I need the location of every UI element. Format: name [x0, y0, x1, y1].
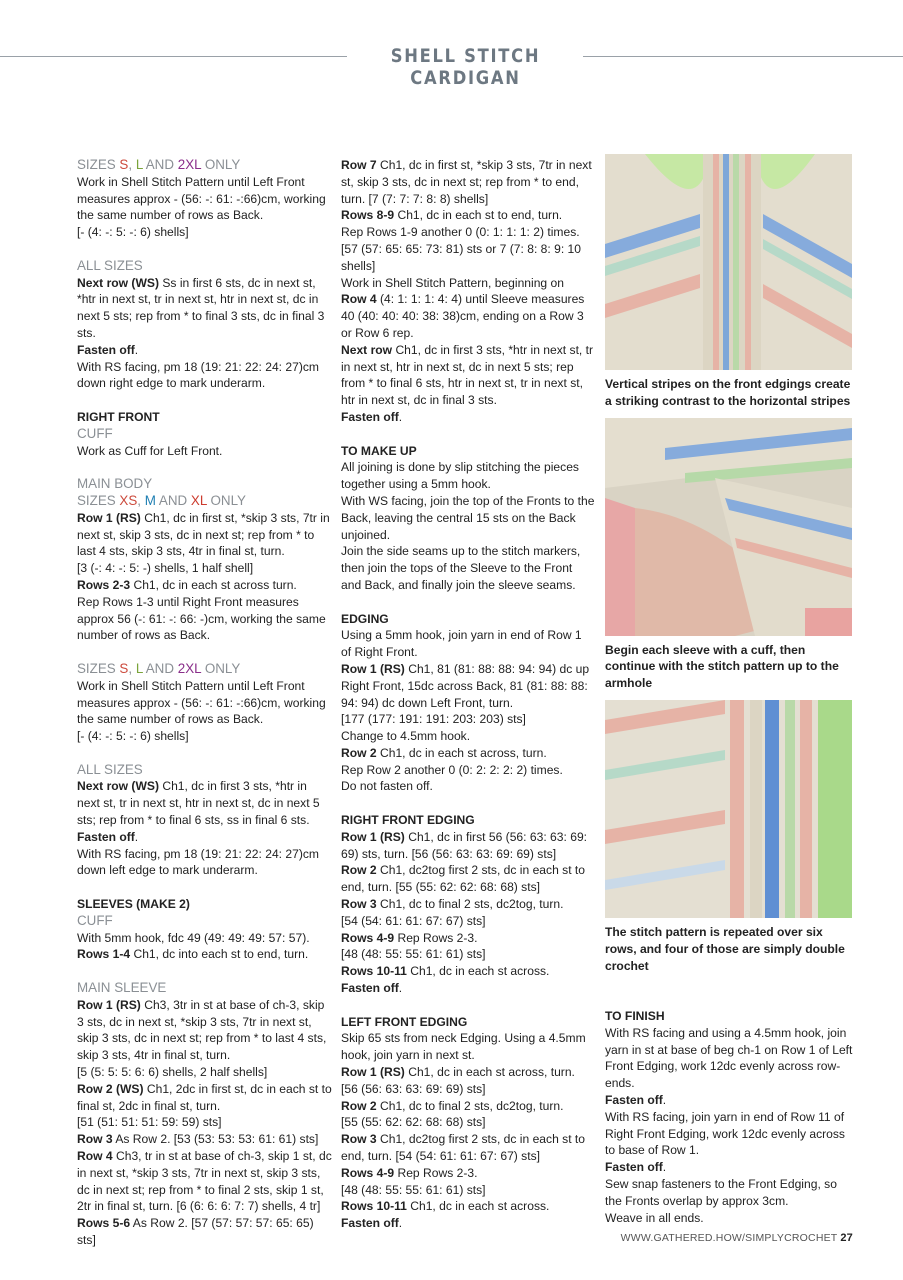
section-heading-right-front-edging: RIGHT FRONT EDGING [341, 813, 475, 828]
instruction-text: Row 2 (WS) Ch1, 2dc in first st, dc in each st to final st, 2dc in final st, turn. [77, 1081, 332, 1113]
photo-stitch-pattern-image [605, 700, 852, 918]
instruction-text: Rep Rows 1-3 until Right Front measures approx 56 (-: 61: -: 66: -)cm, working the same number of rows as Back. [77, 594, 326, 643]
page-number: 27 [840, 1232, 853, 1244]
instruction-text: All joining is done by slip stitching the pieces together using a 5mm hook. [341, 460, 579, 492]
instruction-text: Rows 5-6 As Row 2. [57 (57: 57: 57: 65: 65) sts] [77, 1216, 314, 1247]
photo-caption: The stitch pattern is repeated over six rows, and four of those are simply double crochet [605, 924, 845, 973]
instruction-text: Rows 4-9 Rep Rows 2-3. [341, 1165, 478, 1180]
page-footer [621, 1232, 853, 1244]
instruction-text: Rows 10-11 Ch1, dc in each st across. [341, 1199, 550, 1214]
page-title: SHELL STITCH CARDIGAN [390, 45, 541, 89]
instruction-text: [177 (177: 191: 191: 203: 203) sts] [341, 712, 526, 727]
instruction-text: [5 (5: 5: 5: 6: 6) shells, 2 half shells] [77, 1065, 268, 1080]
instruction-text: Row 3 Ch1, dc2tog first 2 sts, dc in each st to end, turn. [54 (54: 61: 61: 67: 67) sts] [341, 1132, 586, 1164]
subheading-cuff: CUFF [77, 912, 113, 928]
instruction-text: Fasten off. [77, 829, 139, 844]
instruction-text: Rows 8-9 Ch1, dc in each st to end, turn. [341, 208, 563, 223]
photo-sleeve-cuff-image [605, 418, 852, 636]
instruction-text: With RS facing, pm 18 (19: 21: 22: 24: 27)cm down left edge to mark underarm. [77, 846, 319, 878]
instruction-text: Row 2 Ch1, dc2tog first 2 sts, dc in each st to end, turn. [55 (55: 62: 62: 68: 68) sts] [341, 863, 586, 895]
instruction-text: Row 7 Ch1, dc in first st, *skip 3 sts, 7tr in next st, skip 3 sts, dc in next st; rep from * to end, turn. [7 (7: 7: 7: 8: 8) shells] [341, 158, 592, 206]
photo-caption: Vertical stripes on the front edgings create a striking contrast to the horizontal stripes [605, 377, 851, 408]
instruction-text: Row 2 Ch1, dc to final 2 sts, dc2tog, turn. [341, 1098, 564, 1113]
page-header [0, 45, 903, 89]
instruction-text: [55 (55: 62: 62: 68: 68) sts] [341, 1115, 486, 1130]
instruction-text: Using a 5mm hook, join yarn in end of Row 1 of Right Front. [341, 628, 582, 660]
instruction-text: Row 2 Ch1, dc in each st across, turn. [341, 745, 547, 760]
instruction-text: Row 3 Ch1, dc to final 2 sts, dc2tog, turn. [341, 897, 564, 912]
instruction-text: Row 1 (RS) Ch1, dc in first st, *skip 3 sts, 7tr in next st, skip 3 sts, dc in next st; rep from * to last 4 sts, skip 3 sts, 4tr in final st, turn. [77, 510, 330, 559]
footer-url[interactable]: WWW.GATHERED.HOW/SIMPLYCROCHET [620, 1232, 838, 1244]
instruction-text: With WS facing, join the top of the Fronts to the Back, leaving the central 15 sts on the Back unjoined. [341, 493, 595, 542]
instruction-text: With 5mm hook, fdc 49 (49: 49: 49: 57: 57). [77, 930, 310, 945]
instruction-text: Work in Shell Stitch Pattern, beginning on [341, 275, 564, 290]
photo-caption: Begin each sleeve with a cuff, then continue with the stitch pattern up to the armhole [605, 642, 839, 691]
section-heading-sizes-s-l-2xl: SIZES S, L AND 2XL ONLY [77, 660, 241, 676]
instruction-text: Work as Cuff for Left Front. [77, 443, 223, 458]
section-heading-sizes-xs-m-xl: SIZES XS, M AND XL ONLY [77, 492, 246, 508]
instruction-text: Fasten off. [341, 409, 403, 424]
instruction-text: With RS facing, join yarn in end of Row 11 of Right Front Edging, work 12dc evenly across to base of Row 1. [605, 1109, 845, 1158]
instruction-text: Rep Row 2 another 0 (0: 2: 2: 2: 2) times. [341, 762, 563, 777]
instruction-text: [51 (51: 51: 51: 59: 59) sts] [77, 1115, 222, 1130]
instruction-text: [54 (54: 61: 61: 67: 67) sts] [341, 913, 486, 928]
instruction-text: Next row (WS) Ch1, dc in first 3 sts, *htr in next st, tr in next st, htr in next st, dc in next 5 sts; rep from * to final 6 sts, ss in final 6 sts. [77, 779, 320, 828]
column-1 [77, 157, 333, 1249]
instruction-text: Sew snap fasteners to the Front Edging, so the Fronts overlap by approx 3cm. [605, 1176, 837, 1208]
instruction-text: Fasten off. [341, 1216, 403, 1231]
column-3 [605, 154, 855, 1226]
section-heading-to-finish: TO FINISH [605, 1008, 665, 1023]
section-heading-right-front: RIGHT FRONT [77, 409, 160, 424]
section-heading-sleeves: SLEEVES (MAKE 2) [77, 897, 190, 912]
instruction-text: Rows 1-4 Ch1, dc into each st to end, turn. [77, 947, 309, 962]
instruction-text: Join the side seams up to the stitch markers, then join the tops of the Sleeve to the Front and Back, and finally join the sleeve seams. [341, 544, 581, 592]
instruction-text: [48 (48: 55: 55: 61: 61) sts] [341, 1182, 486, 1197]
instruction-text: Row 4 (4: 1: 1: 1: 4: 4) until Sleeve measures 40 (40: 40: 40: 38: 38)cm, ending on a Row 3 or Row 6 rep. [341, 292, 585, 340]
instruction-text: Do not fasten off. [341, 779, 433, 794]
column-2 [341, 157, 595, 1232]
instruction-text: Row 1 (RS) Ch1, 81 (81: 88: 88: 94: 94) dc up Right Front, 15dc across Back, 81 (81: 88: 88: 94: 94) dc down Left Front, turn. [341, 661, 590, 710]
instruction-text: [3 (-: 4: -: 5: -) shells, 1 half shell] [77, 561, 254, 576]
photo-stitch-pattern [605, 700, 852, 918]
photo-sleeve-cuff [605, 418, 852, 636]
instruction-text: Skip 65 sts from neck Edging. Using a 4.5mm hook, join yarn in next st. [341, 1031, 586, 1063]
section-heading-edging: EDGING [341, 611, 389, 626]
section-heading-all-sizes: ALL SIZES [77, 257, 143, 273]
instruction-text: Change to 4.5mm hook. [341, 729, 471, 744]
section-heading-sizes-s-l-2xl: SIZES S, L AND 2XL ONLY [77, 157, 241, 172]
instruction-text: With RS facing and using a 4.5mm hook, join yarn in st at base of beg ch-1 on Row 1 of Left Front Edging, work 12dc evenly across row-ends. [605, 1025, 853, 1091]
instruction-text: Next row Ch1, dc in first 3 sts, *htr in next st, tr in next st, htr in next st, dc in next 5 sts; rep from * to final 6 sts, htr in next st, tr in next st, htr in next st, dc in final 3 sts. [341, 342, 594, 408]
instruction-text: [- (4: -: 5: -: 6) shells] [77, 225, 189, 240]
instruction-text: Work in Shell Stitch Pattern until Left Front measures approx - (56: -: 61: -:66)cm, working the same number of rows as Back. [77, 174, 326, 223]
instruction-text: Rep Rows 1-9 another 0 (0: 1: 1: 1: 2) times. [341, 225, 580, 240]
photo-front-edging [605, 154, 852, 370]
instruction-text: Row 3 As Row 2. [53 (53: 53: 53: 61: 61) sts] [77, 1132, 319, 1147]
instruction-text: Weave in all ends. [605, 1210, 704, 1225]
subheading-main-body: MAIN BODY [77, 476, 153, 492]
instruction-text: Row 1 (RS) Ch1, dc in each st across, turn. [341, 1065, 575, 1080]
instruction-text: Next row (WS) Ss in first 6 sts, dc in next st, *htr in next st, tr in next st, htr in next st, dc in next 5 sts; rep from * to final 3 sts, dc in final 3 sts. [77, 275, 325, 340]
section-heading-left-front-edging: LEFT FRONT EDGING [341, 1014, 468, 1029]
subheading-cuff: CUFF [77, 425, 113, 441]
instruction-text: Rows 10-11 Ch1, dc in each st across. [341, 964, 550, 979]
instruction-text: Row 4 Ch3, tr in st at base of ch-3, skip 1 st, dc in next st, *skip 3 sts, 7tr in next st, skip 3 sts, dc in next st; rep from * to final 2 sts, skip 1 st, 2tr in final st, turn. [6 (6: 6: 6: 7: 7) shells, 4 tr] [77, 1149, 332, 1214]
section-heading-to-make-up: TO MAKE UP [341, 443, 417, 458]
instruction-text: Rows 4-9 Rep Rows 2-3. [341, 930, 478, 945]
instruction-text: Row 1 (RS) Ch1, dc in first 56 (56: 63: 63: 69: 69) sts, turn. [56 (56: 63: 63: 69: 69) sts] [341, 829, 588, 861]
instruction-text: Fasten off. [605, 1092, 667, 1107]
instruction-text: Row 1 (RS) Ch3, 3tr in st at base of ch-3, skip 3 sts, dc in next st, *skip 3 sts, 7tr in next st, skip 3 sts, dc in next st; rep from * to last 4 sts, skip 3 sts, 4tr in final st, turn. [77, 997, 327, 1063]
subheading-main-sleeve: MAIN SLEEVE [77, 980, 167, 996]
instruction-text: [- (4: -: 5: -: 6) shells] [77, 729, 189, 744]
photo-front-edging-image [605, 154, 852, 370]
header-rule-left [0, 56, 347, 57]
header-rule-right [583, 56, 903, 57]
instruction-text: [56 (56: 63: 63: 69: 69) sts] [341, 1081, 486, 1096]
instruction-text: Work in Shell Stitch Pattern until Left Front measures approx - (56: -: 61: -:66)cm, working the same number of rows as Back. [77, 678, 326, 727]
instruction-text: With RS facing, pm 18 (19: 21: 22: 24: 27)cm down right edge to mark underarm. [77, 359, 319, 391]
section-heading-all-sizes: ALL SIZES [77, 761, 143, 777]
instruction-text: Fasten off. [605, 1160, 667, 1175]
instruction-text: [57 (57: 65: 65: 73: 81) sts or 7 (7: 8: 8: 9: 10 shells] [341, 241, 582, 273]
instruction-text: Rows 2-3 Ch1, dc in each st across turn. [77, 577, 297, 592]
instruction-text: Fasten off. [341, 981, 403, 996]
instruction-text: [48 (48: 55: 55: 61: 61) sts] [341, 947, 486, 962]
instruction-text: Fasten off. [77, 342, 139, 357]
